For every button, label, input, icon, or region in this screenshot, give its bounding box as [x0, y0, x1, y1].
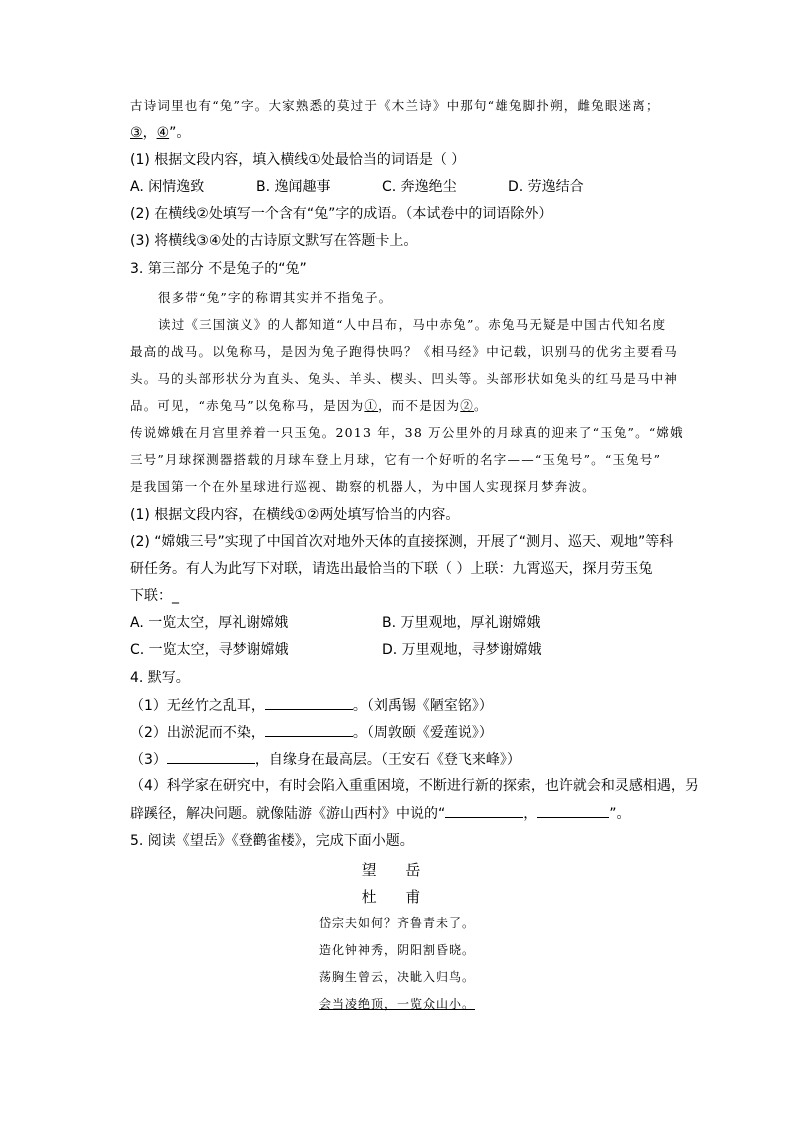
option-d: D. 劳逸结合 [508, 179, 584, 195]
text-segment: （1）无丝竹之乱耳， [130, 698, 265, 714]
paragraph-line: 读过《三国演义》的人都知道“人中吕布，马中赤兔”。赤兔马无疑是中国古代知名度 [158, 317, 667, 332]
paragraph-line [130, 397, 488, 415]
text-segment: 。（周敦颐《爱莲说》） [352, 725, 493, 741]
text-segment: 品。可见，“赤兔马”以兔称马，是因为 [130, 398, 365, 413]
option-b: B. 逸闻趣事 [256, 179, 331, 195]
paragraph-line: 最高的战马。以兔称马，是因为兔子跑得快吗？《相马经》中记载，识别马的优劣主要看马 [130, 344, 679, 359]
question-stem: (1) 根据文段内容，在横线①②两处填写恰当的内容。 [130, 507, 460, 523]
poem-verse: 岱宗夫如何？齐鲁青未了。 [318, 916, 475, 930]
answer-blank [167, 750, 255, 764]
question-stem: (1) 根据文段内容，填入横线①处最恰当的词语是（ ） [130, 152, 466, 168]
blank-marker-1: ① [364, 398, 379, 413]
text-segment: 辟蹊径，解决问题。就像陆游《游山西村》中说的“ [130, 806, 446, 822]
answer-blank [265, 723, 353, 737]
answer-blank [537, 804, 609, 818]
option-c: C. 奔逸绝尘 [382, 179, 457, 195]
blank-marker-2: ② [460, 398, 474, 413]
paragraph-line: 很多带“兔”字的称谓其实并不指兔子。 [158, 290, 393, 305]
underlined-verse: 会当凌绝顶，一览众山小。 [318, 997, 475, 1011]
dictation-item: （4）科学家在研究中，有时会陷入重重困境，不断进行新的探索，也许就会和灵感相遇，另 [130, 778, 699, 794]
question-stem: 研任务。有人为此写下对联，请选出最恰当的下联（ ）上联：九霄巡天，探月劳玉兔 [130, 561, 653, 577]
question-stem: (2) 在横线②处填写一个含有“兔”字的成语。（本试卷中的词语除外） [130, 206, 553, 222]
question-stem: (3) 将横线③④处的古诗原文默写在答题卡上。 [130, 233, 418, 249]
option-c: C. 一览太空，寻梦谢嫦娥 [130, 642, 289, 658]
option-b: B. 万里观地，厚礼谢嫦娥 [382, 615, 541, 631]
poem-author: 杜 甫 [361, 888, 433, 906]
blank-marker-3: ③ [130, 125, 143, 141]
dictation-item [130, 696, 493, 715]
text-segment: 。（刘禹锡《陋室铭》） [352, 698, 493, 714]
comma: ， [142, 125, 157, 141]
text-segment: ，自缘身在最高层。（王安石《登飞来峰》） [254, 752, 521, 768]
dictation-item [130, 750, 521, 769]
option-a: A. 一览太空，厚礼谢嫦娥 [130, 615, 289, 631]
blank-marker-4: ④ [156, 125, 170, 141]
poem-title: 望 岳 [361, 861, 433, 879]
answer-blank [265, 696, 353, 710]
text-segment: ”。 [609, 806, 631, 822]
paragraph-line: 古诗词里也有“兔”字。大家熟悉的莫过于《木兰诗》中那句“雄兔脚扑朔，雌兔眼迷离； [130, 98, 660, 113]
poem-verse: 荡胸生曾云，决眦入归鸟。 [318, 970, 475, 984]
text-segment: 。 [474, 398, 488, 413]
poem-verse-underlined [0, 995, 794, 1012]
text-segment: （3） [130, 752, 167, 768]
quote-end: ”。 [169, 125, 191, 141]
text-segment: ， [523, 806, 538, 822]
paragraph-line [130, 124, 190, 142]
option-d: D. 万里观地，寻梦谢嫦娥 [382, 642, 542, 658]
section-heading: 5. 阅读《望岳》《登鹳雀楼》，完成下面小题。 [130, 833, 414, 849]
poem-verse: 造化钟神秀，阴阳割昏晓。 [318, 943, 475, 957]
paragraph-line: 三号”月球探测器搭载的月球车登上月球，它有一个好听的名字——“玉兔号”。“玉兔号” [130, 452, 662, 467]
option-a: A. 闲情逸致 [130, 179, 205, 195]
dictation-item [130, 804, 631, 823]
answer-blank [445, 804, 523, 818]
paragraph-line: 传说嫦娥在月宫里养着一只玉兔。2013 年，38 万公里外的月球真的迎来了“玉兔”。“嫦娥 [130, 425, 684, 440]
text-segment: （2）出淤泥而不染， [130, 725, 265, 741]
section-heading: 3. 第三部分 不是兔子的“兔” [130, 261, 307, 277]
dictation-item [130, 723, 493, 742]
question-stem: (2) “嫦娥三号”实现了中国首次对地外天体的直接探测，开展了“测月、巡天、观地”等科 [130, 534, 674, 550]
paragraph-line: 是我国第一个在外星球进行巡视、勘察的机器人，为中国人实现探月梦奔波。 [130, 479, 596, 494]
text-segment: ，而不是因为 [378, 398, 461, 413]
paragraph-line: 头。马的头部形状分为直头、兔头、羊头、楔头、凹头等。头部形状如兔头的红马是马中神 [130, 371, 679, 386]
question-stem: 下联：_ [130, 588, 179, 604]
section-heading: 4. 默写。 [130, 670, 190, 686]
